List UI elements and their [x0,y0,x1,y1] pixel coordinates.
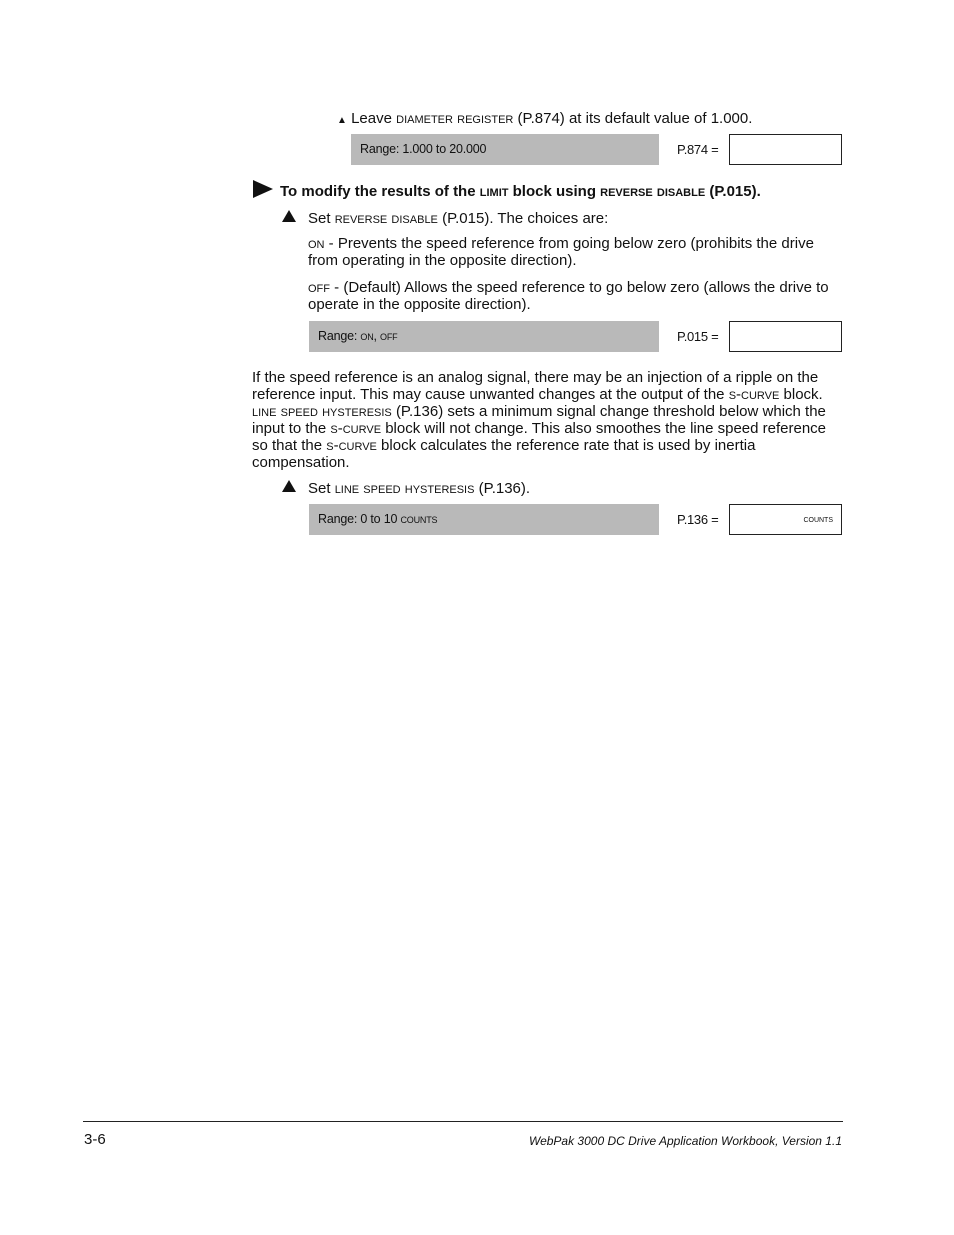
entry-box-p015[interactable] [729,321,842,352]
range-bar-p136: Range: 0 to 10 counts [309,504,659,535]
triangle-bullet-icon [281,479,297,498]
choice-on: on - Prevents the speed reference from going below zero (prohibits the drive from operating in the opposite direction). [308,235,814,269]
choice-label: off [308,279,330,296]
block-name: limit [479,183,509,200]
choice-off: off - (Default) Allows the speed reference to go below zero (allows the drive to operate in the opposite direction). [308,279,829,313]
page-number: 3-6 [84,1131,106,1148]
param-label-p015: P.015 = [677,329,719,344]
param-name: reverse disable [334,210,438,227]
step-set-reverse-disable: Set reverse disable (P.015). The choices are: [308,210,609,227]
range-bar-p874: Range: 1.000 to 20.000 [351,134,659,165]
entry-unit: counts [803,514,833,525]
param-name: diameter register [396,110,514,127]
range-bar-p015: Range: on, off [309,321,659,352]
param-label-p136: P.136 = [677,512,719,527]
section-arrow-icon [252,179,274,204]
step-leave-diameter-register [337,110,857,129]
section-heading: To modify the results of the limit block using reverse disable (P.015). [280,183,761,200]
step-set-line-speed-hysteresis: Set line speed hysteresis (P.136). [308,480,531,497]
choice-label: on [308,235,325,252]
footer-doc-title: WebPak 3000 DC Drive Application Workbook, Version 1.1 [528,1134,842,1148]
param-name: reverse disable [600,183,706,200]
explanation-paragraph: If the speed reference is an analog signal, there may be an injection of a ripple on the reference input. This may cause unwanted changes at the output of the s-curve block. line speed hysteresis (P.136) sets a minimum signal change threshold below which the input to the s-curve block will not change. This also smoothes the line speed reference so that the s-curve block calculates the reference rate that is used by inertia compensation. [252,369,827,471]
param-label-p874: P.874 = [677,142,719,157]
param-name: line speed hysteresis [334,480,475,497]
triangle-bullet-icon: ▲ [337,115,347,126]
entry-box-p874[interactable] [729,134,842,165]
entry-box-p136[interactable] [729,504,842,535]
step-text: Leave [351,110,392,127]
triangle-bullet-icon [281,209,297,228]
footer-rule [83,1121,843,1122]
step-text: (P.874) at its default value of 1.000. [517,110,753,127]
